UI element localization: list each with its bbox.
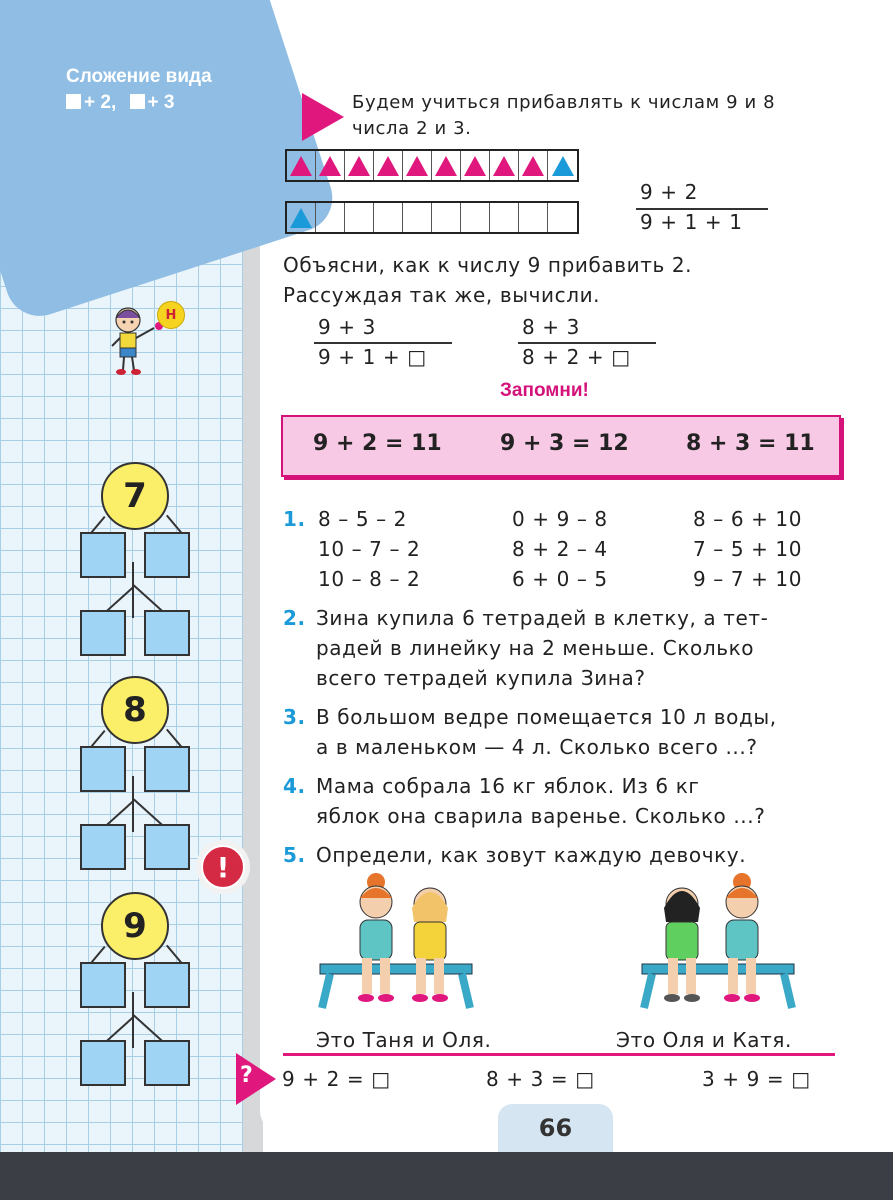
- pink-triangle-icon: [464, 156, 486, 176]
- pink-triangle-icon: [348, 156, 370, 176]
- caption-left: Это Таня и Оля.: [316, 1028, 492, 1052]
- strip-cell: [374, 203, 403, 232]
- task4-line: яблок она сварила варенье. Сколько ...?: [316, 804, 766, 828]
- task3-number: 3.: [283, 705, 306, 729]
- caption-right: Это Оля и Катя.: [616, 1028, 792, 1052]
- task1-expr: 6 + 0 – 5: [512, 567, 608, 591]
- answer-box[interactable]: [144, 532, 190, 578]
- remember-item: 9 + 2 = 11: [313, 431, 442, 456]
- explain-line2: Рассуждая так же, вычисли.: [283, 283, 601, 307]
- strip-cell: [287, 203, 316, 232]
- blue-triangle-icon: [290, 208, 312, 228]
- answer-box[interactable]: [80, 746, 126, 792]
- intro-line2: числа 2 и 3.: [352, 118, 472, 139]
- section-title-line1: Сложение вида: [66, 66, 212, 87]
- answer-box[interactable]: [144, 824, 190, 870]
- bottom-expr: 9 + 2 = □: [282, 1067, 391, 1091]
- number-circle: 8: [101, 676, 169, 744]
- blank-square-icon: [66, 94, 81, 109]
- remember-item: 9 + 3 = 12: [500, 431, 629, 456]
- task2-line: радей в линейку на 2 меньше. Сколько: [316, 636, 755, 660]
- girls-bench-left-icon: [316, 868, 476, 1018]
- intro-arrow-icon: [302, 93, 344, 141]
- task3-line: В большом ведре помещается 10 л воды,: [316, 705, 777, 729]
- task4-number: 4.: [283, 774, 306, 798]
- number-circle: 7: [101, 462, 169, 530]
- task5-line: Определи, как зовут каждую девочку.: [316, 843, 747, 867]
- task5-number: 5.: [283, 843, 306, 867]
- answer-box[interactable]: [144, 746, 190, 792]
- strip-cell: [548, 203, 577, 232]
- bottom-expr: 3 + 9 = □: [702, 1067, 811, 1091]
- task1-number: 1.: [283, 507, 306, 531]
- strip-cell: [519, 151, 548, 180]
- question-mark: ?: [240, 1063, 253, 1088]
- pink-triangle-icon: [493, 156, 515, 176]
- task2-line: Зина купила 6 тетрадей в клетку, а тет-: [316, 606, 769, 630]
- task2-number: 2.: [283, 606, 306, 630]
- tree-branch: [132, 562, 134, 618]
- task1-expr: 9 – 7 + 10: [693, 567, 803, 591]
- strip-cell: [374, 151, 403, 180]
- section-title: [66, 64, 212, 116]
- answer-box[interactable]: [144, 1040, 190, 1086]
- pink-triangle-icon: [435, 156, 457, 176]
- task1-expr: 10 – 7 – 2: [318, 537, 421, 561]
- answer-box[interactable]: [144, 962, 190, 1008]
- strip-cell: [345, 151, 374, 180]
- pink-triangle-icon: [319, 156, 341, 176]
- fraction1-top: 9 + 3: [318, 315, 376, 339]
- warning-badge: [196, 840, 250, 894]
- answer-box[interactable]: [80, 962, 126, 1008]
- strip-cell: [490, 151, 519, 180]
- answer-box[interactable]: [80, 532, 126, 578]
- blue-triangle-icon: [552, 156, 574, 176]
- strip-cell: [519, 203, 548, 232]
- strip-cell: [287, 151, 316, 180]
- task1-expr: 8 + 2 – 4: [512, 537, 608, 561]
- task3-line: а в маленьком — 4 л. Сколько всего ...?: [316, 735, 758, 759]
- fraction1-line: [314, 342, 452, 344]
- fraction2-line: [518, 342, 656, 344]
- triangle-strip-row1: [285, 149, 579, 182]
- strip-cell: [432, 151, 461, 180]
- task1-expr: 0 + 9 – 8: [512, 507, 608, 531]
- fraction2-bottom: 8 + 2 + □: [522, 345, 631, 369]
- tree-branch: [132, 992, 134, 1048]
- task1-expr: 8 – 5 – 2: [318, 507, 408, 531]
- section-title-plus3: + 3: [147, 92, 175, 113]
- remember-item: 8 + 3 = 11: [686, 431, 815, 456]
- blank-square-icon: [130, 94, 145, 109]
- explain-line1: Объясни, как к числу 9 прибавить 2.: [283, 253, 693, 277]
- hint-badge: Н: [157, 301, 185, 329]
- pink-triangle-icon: [290, 156, 312, 176]
- pink-triangle-icon: [522, 156, 544, 176]
- girls-bench-right-icon: [638, 868, 798, 1018]
- frac-example-bottom: 9 + 1 + 1: [640, 210, 743, 234]
- section-title-line2: [66, 90, 212, 116]
- strip-cell: [316, 151, 345, 180]
- task2-line: всего тетрадей купила Зина?: [316, 666, 646, 690]
- triangle-strip-row2: [285, 201, 579, 234]
- bottom-divider: [283, 1053, 835, 1056]
- answer-box[interactable]: [144, 610, 190, 656]
- exclamation-icon: !: [201, 845, 245, 889]
- strip-cell: [345, 203, 374, 232]
- task1-expr: 8 – 6 + 10: [693, 507, 803, 531]
- task1-expr: 10 – 8 – 2: [318, 567, 421, 591]
- fraction2-top: 8 + 3: [522, 315, 580, 339]
- intro-line1: Будем учиться прибавлять к числам 9 и 8: [352, 92, 776, 113]
- strip-cell: [548, 151, 577, 180]
- remember-box: [281, 415, 841, 477]
- remember-title: Запомни!: [500, 380, 589, 401]
- answer-box[interactable]: [80, 610, 126, 656]
- strip-cell: [403, 151, 432, 180]
- task4-line: Мама собрала 16 кг яблок. Из 6 кг: [316, 774, 700, 798]
- strip-cell: [461, 151, 490, 180]
- section-title-plus2: + 2,: [84, 92, 117, 113]
- task1-expr: 7 – 5 + 10: [693, 537, 803, 561]
- strip-cell: [432, 203, 461, 232]
- pink-triangle-icon: [406, 156, 428, 176]
- pink-triangle-icon: [377, 156, 399, 176]
- strip-cell: [490, 203, 519, 232]
- fraction1-bottom: 9 + 1 + □: [318, 345, 427, 369]
- strip-cell: [316, 203, 345, 232]
- answer-box[interactable]: [80, 1040, 126, 1086]
- strip-cell: [461, 203, 490, 232]
- strip-cell: [403, 203, 432, 232]
- number-circle: 9: [101, 892, 169, 960]
- tree-branch: [132, 776, 134, 832]
- page-number: 66: [498, 1104, 613, 1152]
- frac-example-top: 9 + 2: [640, 180, 698, 204]
- bottom-expr: 8 + 3 = □: [486, 1067, 595, 1091]
- answer-box[interactable]: [80, 824, 126, 870]
- footer-bar: [0, 1152, 893, 1200]
